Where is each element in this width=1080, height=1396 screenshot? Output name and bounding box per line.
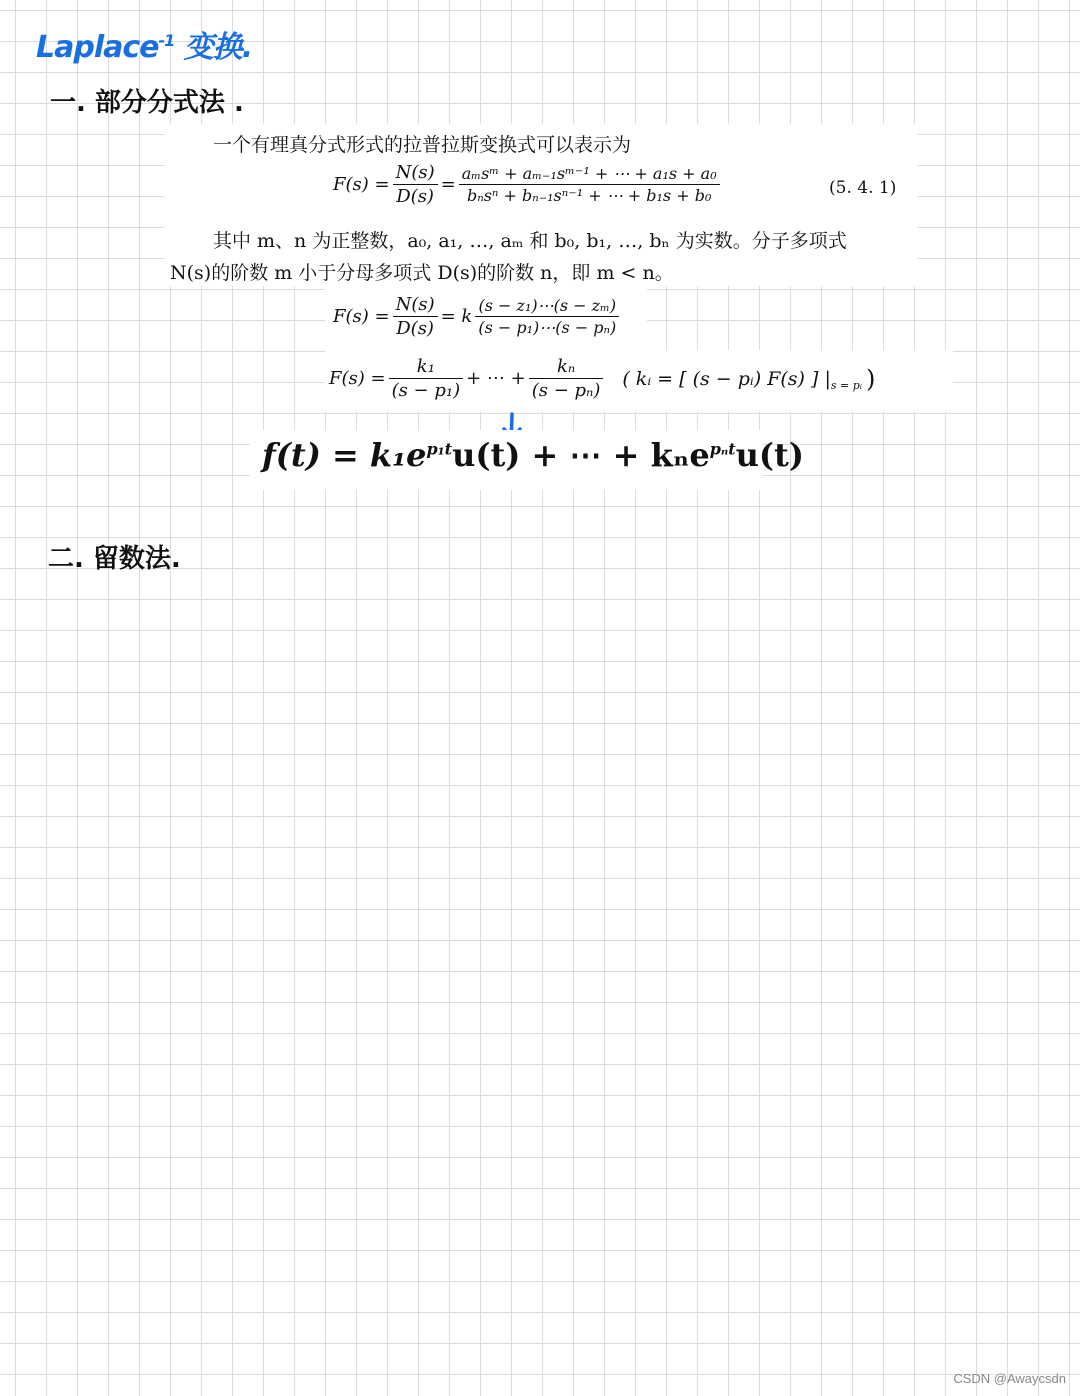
- title-main: Laplace: [36, 30, 159, 65]
- eq4-part2: u(t) + ⋯ + kₙe: [452, 436, 710, 474]
- title-suffix: 变换.: [174, 30, 253, 65]
- equation-5-4-1: [333, 162, 723, 207]
- eq2-frac1-num: N(s): [393, 294, 438, 317]
- eq1-fraction-nd: [393, 162, 438, 207]
- eq1-frac1-den: D(s): [396, 186, 434, 207]
- eq4-sup2: pₙt: [709, 439, 736, 459]
- eq3-frac1-den: (s − p₁): [391, 380, 461, 401]
- eq3-lhs: F(s) =: [329, 368, 386, 389]
- section-heading-residue-method: 二. 留数法.: [48, 544, 181, 574]
- eq3-frac1-num: k₁: [389, 356, 464, 379]
- eq3-frac2-num: kₙ: [529, 356, 604, 379]
- eq2-frac1-den: D(s): [396, 318, 434, 339]
- equation-factored: [325, 286, 647, 350]
- section-heading-partial-fractions: 一. 部分分式法 .: [50, 88, 244, 118]
- page-title: [36, 22, 252, 66]
- eq3-residue-note: ( kᵢ = [ (s − pᵢ) F(s) ] |: [622, 367, 831, 390]
- eq4-part1: f(t) = k₁e: [262, 436, 427, 474]
- eq3-residue-sub: s = pᵢ: [830, 379, 862, 392]
- eq2-frac2-num: (s − z₁)⋯(s − zₘ): [475, 296, 619, 317]
- equation-number: (5. 4. 1): [829, 178, 897, 198]
- eq4-part3: u(t): [735, 436, 804, 474]
- equation-partial-sum: [325, 350, 953, 412]
- paragraph-line-2: N(s)的阶数 m 小于分母多项式 D(s)的阶数 n，即 m < n。: [170, 262, 674, 284]
- eq2-equals-k: = k: [440, 306, 473, 327]
- title-superscript: -1: [158, 31, 175, 50]
- eq2-lhs: F(s) =: [333, 306, 390, 327]
- eq1-equals: =: [440, 174, 456, 195]
- paragraph-line-1: 其中 m、n 为正整数，a₀, a₁, …, aₘ 和 b₀, b₁, …, bₙ 为实数。分子多项式: [213, 230, 847, 252]
- eq1-fraction-poly: [459, 164, 720, 205]
- intro-text: 一个有理真分式形式的拉普拉斯变换式可以表示为: [213, 134, 632, 156]
- eq3-residue-close: ): [865, 364, 876, 393]
- eq3-fraction-k1: [389, 356, 464, 401]
- watermark: CSDN @Awaycsdn: [953, 1371, 1066, 1386]
- eq4-sup1: p₁t: [426, 439, 453, 459]
- eq1-frac2-den: bₙsⁿ + bₙ₋₁sⁿ⁻¹ + ⋯ + b₁s + b₀: [466, 186, 712, 205]
- eq2-fraction-factors: [475, 296, 619, 337]
- eq2-frac2-den: (s − p₁)⋯(s − pₙ): [478, 318, 617, 337]
- eq1-frac1-num: N(s): [393, 162, 438, 185]
- eq3-fraction-kn: [529, 356, 604, 401]
- eq1-frac2-num: aₘsᵐ + aₘ₋₁sᵐ⁻¹ + ⋯ + a₁s + a₀: [459, 164, 720, 185]
- eq2-row: [333, 294, 622, 339]
- eq3-row: [329, 356, 875, 401]
- eq3-frac2-den: (s − pₙ): [531, 380, 601, 401]
- eq3-middle: + ⋯ +: [466, 368, 526, 389]
- eq2-fraction-nd: [393, 294, 438, 339]
- eq1-lhs: F(s) =: [333, 174, 390, 195]
- time-domain-result: [262, 436, 804, 474]
- textbook-excerpt: [165, 124, 917, 286]
